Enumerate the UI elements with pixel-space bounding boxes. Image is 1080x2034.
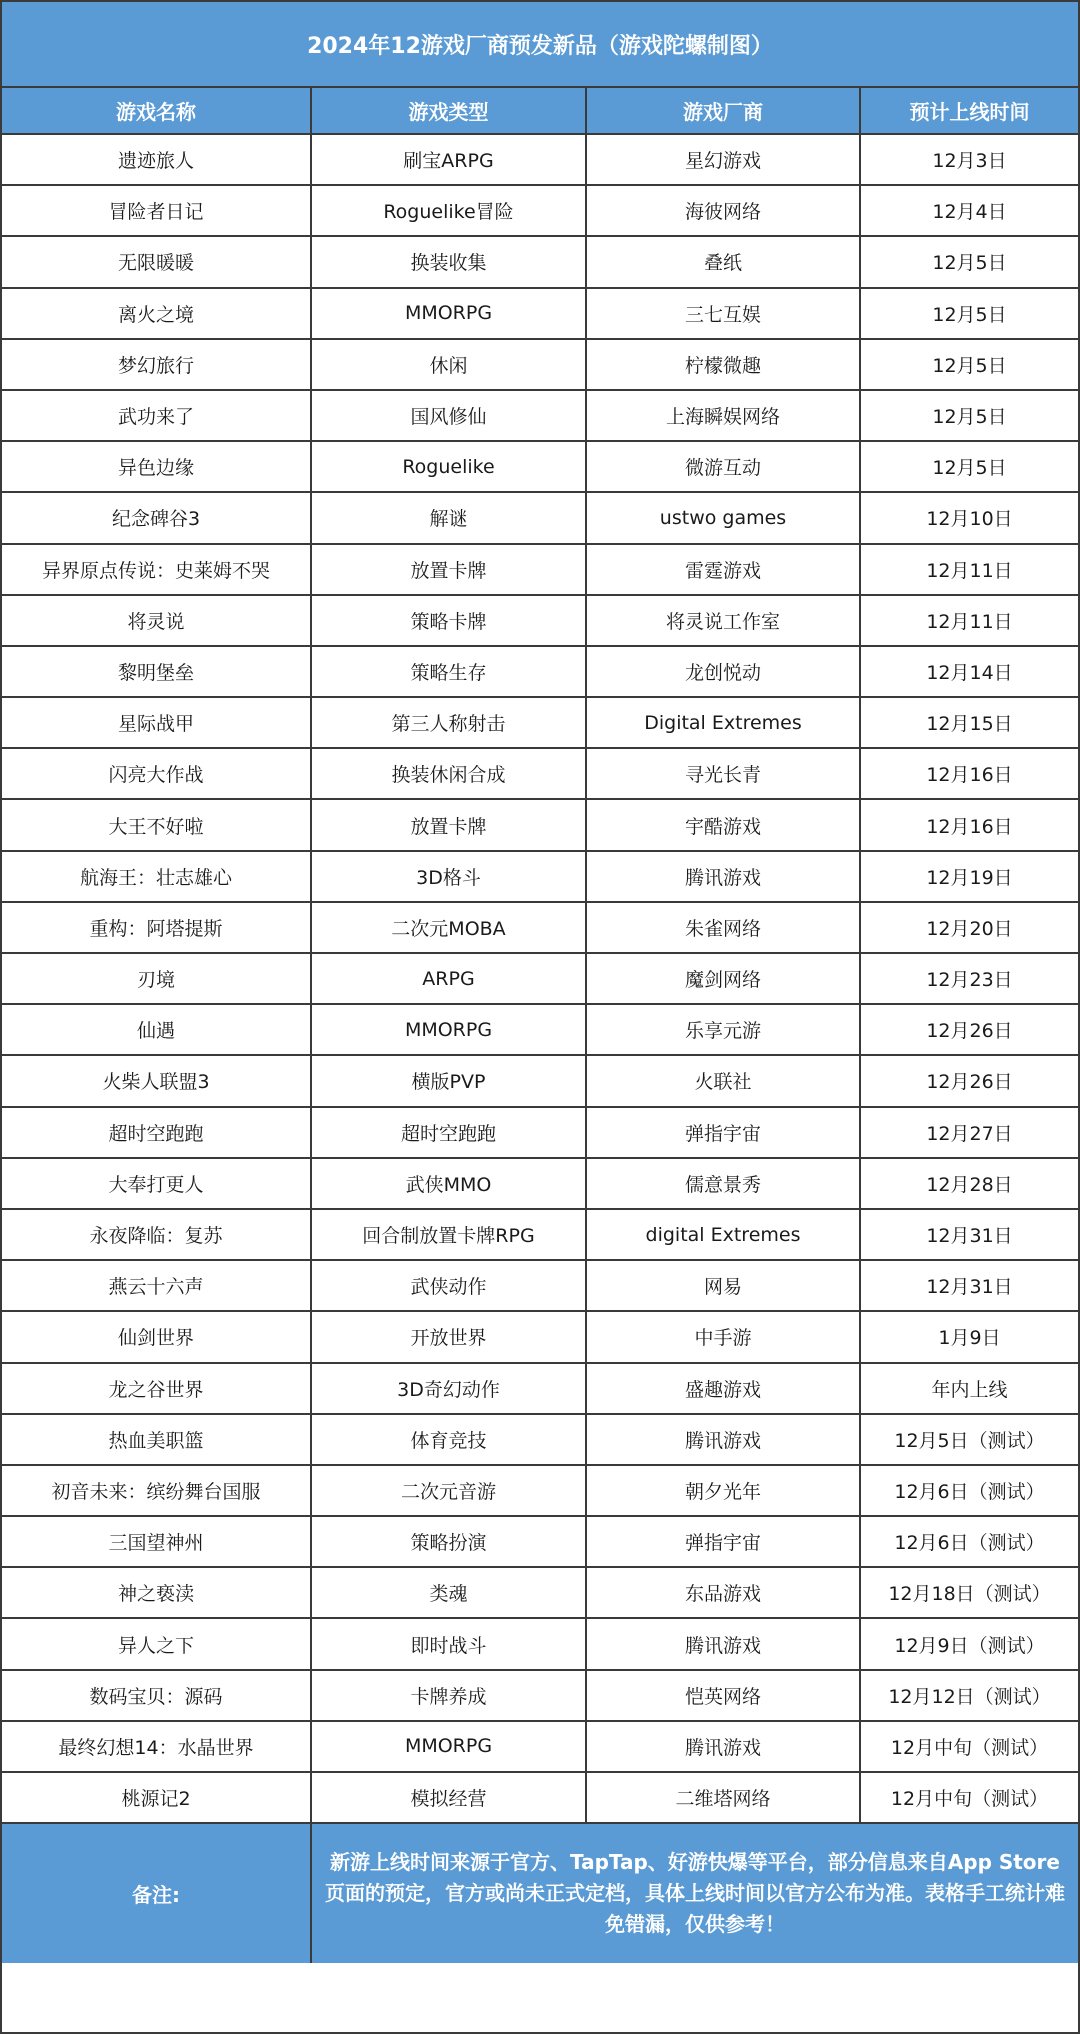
- table-row: [2, 185, 1078, 236]
- cell-game-type: MMORPG: [311, 1004, 586, 1055]
- cell-game-name: 纪念碑谷3: [2, 492, 311, 543]
- table-row: [2, 851, 1078, 902]
- cell-game-type: 卡牌养成: [311, 1670, 586, 1721]
- cell-release-date: 12月5日（测试）: [860, 1414, 1078, 1465]
- cell-game-name: 初音未来：缤纷舞台国服: [2, 1465, 311, 1516]
- cell-game-type: Roguelike: [311, 441, 586, 492]
- cell-game-type: 3D奇幻动作: [311, 1363, 586, 1414]
- cell-release-date: 12月20日: [860, 902, 1078, 953]
- cell-release-date: 12月11日: [860, 595, 1078, 646]
- cell-release-date: 12月15日: [860, 697, 1078, 748]
- cell-release-date: 12月6日（测试）: [860, 1465, 1078, 1516]
- cell-game-name: 刃境: [2, 953, 311, 1004]
- table-row: [2, 1721, 1078, 1772]
- cell-game-name: 重构：阿塔提斯: [2, 902, 311, 953]
- release-table: [2, 88, 1078, 1963]
- cell-publisher: 叠纸: [586, 236, 860, 287]
- cell-publisher: 弹指宇宙: [586, 1516, 860, 1567]
- table-row: [2, 1055, 1078, 1106]
- table-row: [2, 953, 1078, 1004]
- table-row: [2, 1567, 1078, 1618]
- cell-publisher: 中手游: [586, 1311, 860, 1362]
- table-row: [2, 339, 1078, 390]
- cell-release-date: 12月23日: [860, 953, 1078, 1004]
- page-title: 2024年12游戏厂商预发新品（游戏陀螺制图）: [2, 2, 1078, 88]
- cell-game-type: 超时空跑跑: [311, 1107, 586, 1158]
- cell-game-name: 异界原点传说：史莱姆不哭: [2, 544, 311, 595]
- cell-game-name: 大奉打更人: [2, 1158, 311, 1209]
- cell-game-name: 神之亵渎: [2, 1567, 311, 1618]
- cell-game-type: 换装休闲合成: [311, 748, 586, 799]
- cell-game-name: 离火之境: [2, 288, 311, 339]
- cell-publisher: 火联社: [586, 1055, 860, 1106]
- cell-release-date: 年内上线: [860, 1363, 1078, 1414]
- header-game-type: 游戏类型: [311, 88, 586, 134]
- cell-game-name: 超时空跑跑: [2, 1107, 311, 1158]
- cell-game-name: 数码宝贝：源码: [2, 1670, 311, 1721]
- table-row: [2, 544, 1078, 595]
- cell-game-type: 策略生存: [311, 646, 586, 697]
- cell-release-date: 12月5日: [860, 339, 1078, 390]
- table-row: [2, 748, 1078, 799]
- cell-game-type: 国风修仙: [311, 390, 586, 441]
- cell-game-name: 火柴人联盟3: [2, 1055, 311, 1106]
- cell-game-type: 解谜: [311, 492, 586, 543]
- cell-game-name: 热血美职篮: [2, 1414, 311, 1465]
- cell-publisher: 腾讯游戏: [586, 851, 860, 902]
- table-body: [2, 134, 1078, 1823]
- table-row: [2, 1363, 1078, 1414]
- cell-game-name: 航海王：壮志雄心: [2, 851, 311, 902]
- cell-release-date: 12月中旬（测试）: [860, 1721, 1078, 1772]
- cell-release-date: 12月11日: [860, 544, 1078, 595]
- cell-publisher: 魔剑网络: [586, 953, 860, 1004]
- table-row: [2, 902, 1078, 953]
- cell-release-date: 1月9日: [860, 1311, 1078, 1362]
- cell-release-date: 12月10日: [860, 492, 1078, 543]
- cell-publisher: digital Extremes: [586, 1209, 860, 1260]
- cell-game-name: 永夜降临：复苏: [2, 1209, 311, 1260]
- cell-publisher: 宇酷游戏: [586, 799, 860, 850]
- table-row: [2, 646, 1078, 697]
- table-row: [2, 1107, 1078, 1158]
- table-row: [2, 1516, 1078, 1567]
- cell-game-type: 策略扮演: [311, 1516, 586, 1567]
- notes-row: [2, 1823, 1078, 1963]
- cell-game-type: 模拟经营: [311, 1772, 586, 1823]
- cell-release-date: 12月6日（测试）: [860, 1516, 1078, 1567]
- cell-publisher: 寻光长青: [586, 748, 860, 799]
- cell-publisher: 龙创悦动: [586, 646, 860, 697]
- notes-text: 新游上线时间来源于官方、TapTap、好游快爆等平台，部分信息来自App Store页面的预定，官方或尚未正式定档，具体上线时间以官方公布为准。表格手工统计难免错漏，仅供参考！: [311, 1823, 1078, 1963]
- cell-publisher: 东品游戏: [586, 1567, 860, 1618]
- table-row: [2, 697, 1078, 748]
- table-row: [2, 1670, 1078, 1721]
- table-row: [2, 390, 1078, 441]
- cell-release-date: 12月12日（测试）: [860, 1670, 1078, 1721]
- table-row: [2, 1465, 1078, 1516]
- cell-publisher: 腾讯游戏: [586, 1618, 860, 1669]
- cell-release-date: 12月5日: [860, 288, 1078, 339]
- cell-release-date: 12月19日: [860, 851, 1078, 902]
- cell-game-name: 无限暖暖: [2, 236, 311, 287]
- cell-game-type: 开放世界: [311, 1311, 586, 1362]
- cell-publisher: 雷霆游戏: [586, 544, 860, 595]
- cell-game-type: 回合制放置卡牌RPG: [311, 1209, 586, 1260]
- cell-game-name: 仙遇: [2, 1004, 311, 1055]
- cell-game-type: 放置卡牌: [311, 544, 586, 595]
- cell-game-type: MMORPG: [311, 288, 586, 339]
- header-game-name: 游戏名称: [2, 88, 311, 134]
- table-row: [2, 799, 1078, 850]
- cell-publisher: 盛趣游戏: [586, 1363, 860, 1414]
- table-row: [2, 441, 1078, 492]
- cell-publisher: 将灵说工作室: [586, 595, 860, 646]
- table-row: [2, 236, 1078, 287]
- cell-release-date: 12月31日: [860, 1209, 1078, 1260]
- cell-publisher: 腾讯游戏: [586, 1414, 860, 1465]
- cell-game-type: 武侠动作: [311, 1260, 586, 1311]
- table-row: [2, 288, 1078, 339]
- cell-game-name: 异色边缘: [2, 441, 311, 492]
- table-row: [2, 1158, 1078, 1209]
- cell-release-date: 12月3日: [860, 134, 1078, 185]
- cell-game-name: 三国望神州: [2, 1516, 311, 1567]
- cell-publisher: 上海瞬娱网络: [586, 390, 860, 441]
- cell-game-type: 即时战斗: [311, 1618, 586, 1669]
- cell-game-name: 大王不好啦: [2, 799, 311, 850]
- cell-game-type: 3D格斗: [311, 851, 586, 902]
- cell-game-type: 第三人称射击: [311, 697, 586, 748]
- cell-game-type: ARPG: [311, 953, 586, 1004]
- cell-publisher: 星幻游戏: [586, 134, 860, 185]
- cell-game-type: 换装收集: [311, 236, 586, 287]
- cell-game-type: 策略卡牌: [311, 595, 586, 646]
- cell-game-name: 仙剑世界: [2, 1311, 311, 1362]
- cell-game-name: 闪亮大作战: [2, 748, 311, 799]
- cell-game-name: 冒险者日记: [2, 185, 311, 236]
- cell-game-name: 黎明堡垒: [2, 646, 311, 697]
- cell-game-name: 龙之谷世界: [2, 1363, 311, 1414]
- cell-game-name: 武功来了: [2, 390, 311, 441]
- cell-publisher: 海彼网络: [586, 185, 860, 236]
- cell-release-date: 12月27日: [860, 1107, 1078, 1158]
- cell-game-type: 类魂: [311, 1567, 586, 1618]
- cell-game-type: 武侠MMO: [311, 1158, 586, 1209]
- cell-publisher: 儒意景秀: [586, 1158, 860, 1209]
- header-release-date: 预计上线时间: [860, 88, 1078, 134]
- table-row: [2, 1772, 1078, 1823]
- cell-release-date: 12月26日: [860, 1055, 1078, 1106]
- cell-game-name: 异人之下: [2, 1618, 311, 1669]
- notes-label: 备注:: [2, 1823, 311, 1963]
- cell-publisher: 乐享元游: [586, 1004, 860, 1055]
- cell-publisher: 朝夕光年: [586, 1465, 860, 1516]
- cell-release-date: 12月26日: [860, 1004, 1078, 1055]
- table-row: [2, 1618, 1078, 1669]
- cell-publisher: 弹指宇宙: [586, 1107, 860, 1158]
- cell-game-name: 遗迹旅人: [2, 134, 311, 185]
- cell-release-date: 12月5日: [860, 236, 1078, 287]
- cell-game-type: MMORPG: [311, 1721, 586, 1772]
- cell-game-type: 放置卡牌: [311, 799, 586, 850]
- cell-publisher: 三七互娱: [586, 288, 860, 339]
- cell-game-name: 燕云十六声: [2, 1260, 311, 1311]
- cell-release-date: 12月5日: [860, 441, 1078, 492]
- cell-game-type: 横版PVP: [311, 1055, 586, 1106]
- header-publisher: 游戏厂商: [586, 88, 860, 134]
- table-row: [2, 1414, 1078, 1465]
- cell-publisher: 网易: [586, 1260, 860, 1311]
- cell-release-date: 12月4日: [860, 185, 1078, 236]
- cell-game-type: 休闲: [311, 339, 586, 390]
- cell-publisher: Digital Extremes: [586, 697, 860, 748]
- cell-release-date: 12月28日: [860, 1158, 1078, 1209]
- cell-game-name: 将灵说: [2, 595, 311, 646]
- cell-release-date: 12月18日（测试）: [860, 1567, 1078, 1618]
- table-row: [2, 595, 1078, 646]
- table-row: [2, 1311, 1078, 1362]
- cell-game-name: 最终幻想14：水晶世界: [2, 1721, 311, 1772]
- cell-release-date: 12月中旬（测试）: [860, 1772, 1078, 1823]
- cell-publisher: 朱雀网络: [586, 902, 860, 953]
- cell-release-date: 12月9日（测试）: [860, 1618, 1078, 1669]
- cell-publisher: 腾讯游戏: [586, 1721, 860, 1772]
- table-row: [2, 1209, 1078, 1260]
- cell-release-date: 12月16日: [860, 799, 1078, 850]
- cell-game-type: 体育竞技: [311, 1414, 586, 1465]
- cell-game-type: 二次元MOBA: [311, 902, 586, 953]
- cell-publisher: 柠檬微趣: [586, 339, 860, 390]
- table-row: [2, 1004, 1078, 1055]
- cell-publisher: 微游互动: [586, 441, 860, 492]
- cell-game-type: 刷宝ARPG: [311, 134, 586, 185]
- table-row: [2, 492, 1078, 543]
- cell-publisher: 二维塔网络: [586, 1772, 860, 1823]
- cell-game-name: 星际战甲: [2, 697, 311, 748]
- cell-release-date: 12月16日: [860, 748, 1078, 799]
- cell-game-type: 二次元音游: [311, 1465, 586, 1516]
- cell-release-date: 12月31日: [860, 1260, 1078, 1311]
- cell-game-name: 桃源记2: [2, 1772, 311, 1823]
- cell-game-type: Roguelike冒险: [311, 185, 586, 236]
- cell-release-date: 12月5日: [860, 390, 1078, 441]
- cell-game-name: 梦幻旅行: [2, 339, 311, 390]
- table-row: [2, 1260, 1078, 1311]
- table-row: [2, 134, 1078, 185]
- header-row: [2, 88, 1078, 134]
- cell-publisher: ustwo games: [586, 492, 860, 543]
- cell-publisher: 恺英网络: [586, 1670, 860, 1721]
- cell-release-date: 12月14日: [860, 646, 1078, 697]
